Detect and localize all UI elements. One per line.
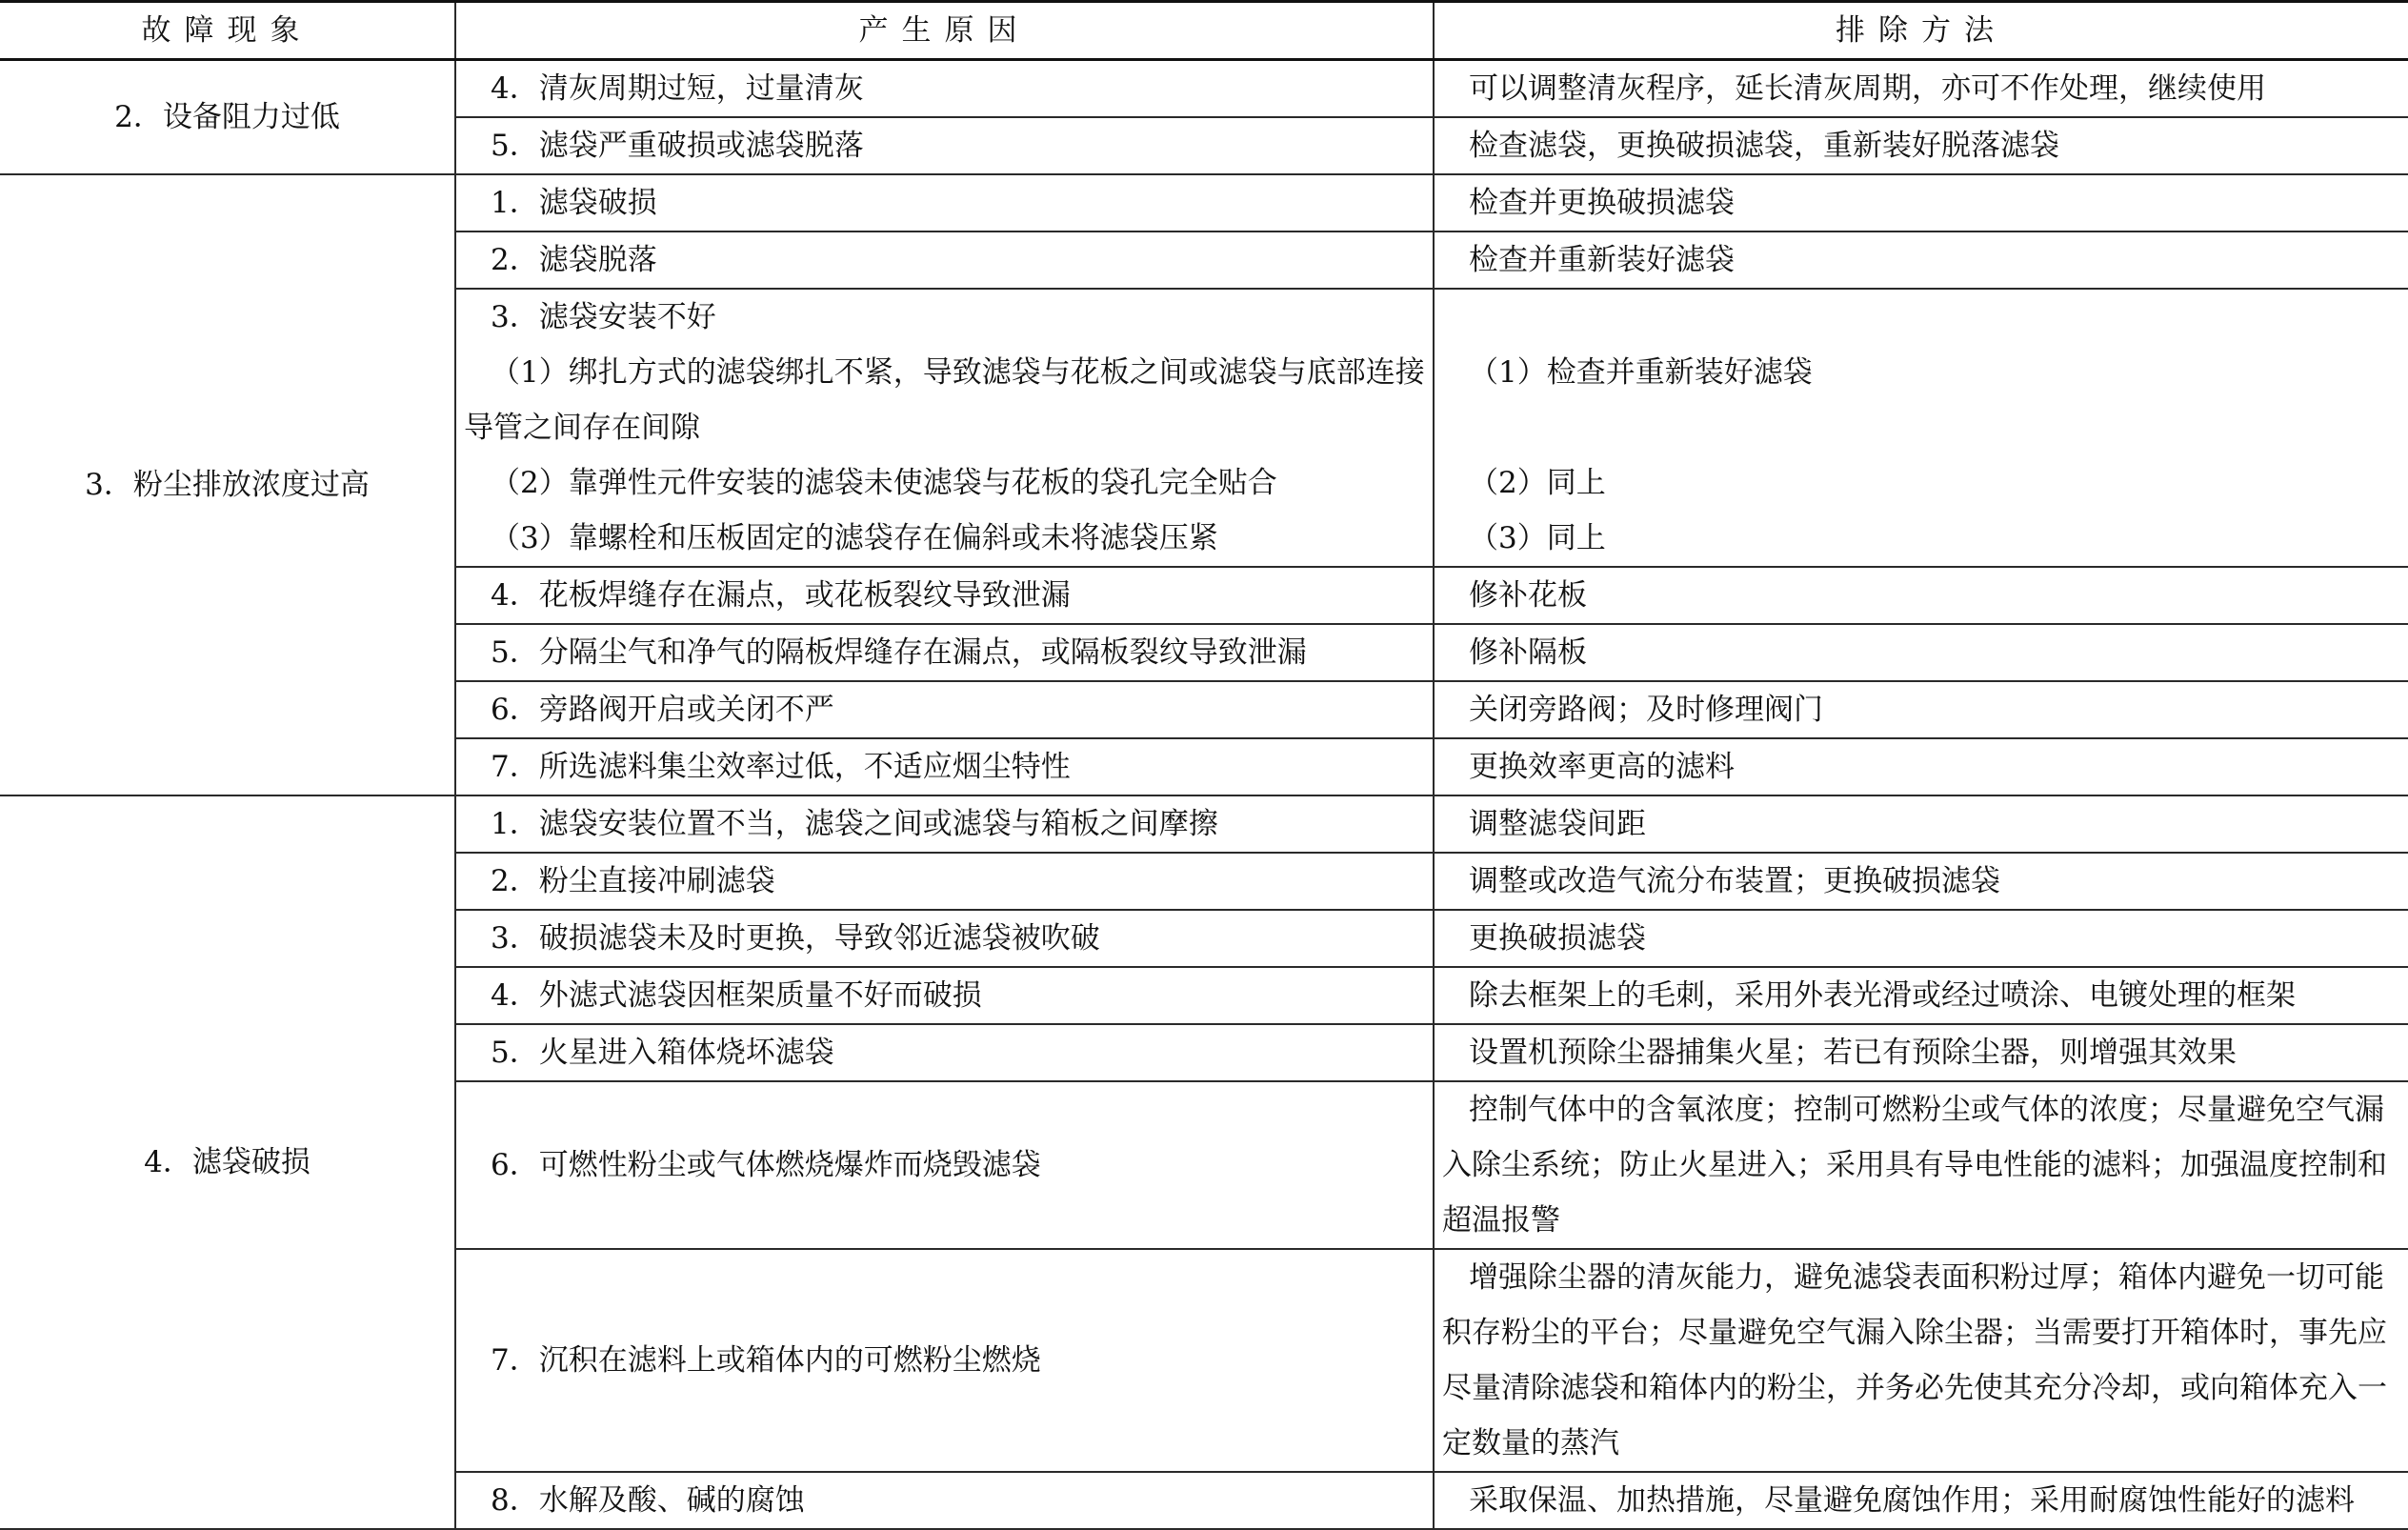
table-row — [0, 795, 2408, 853]
table-row — [0, 174, 2408, 232]
remedy-cell — [1434, 232, 2408, 289]
remedy-cell — [1434, 1024, 2408, 1081]
remedy-line — [1442, 400, 2400, 455]
symptom-cell: 3．粉尘排放浓度过高 — [0, 174, 455, 795]
remedy-line: 检查滤袋，更换破损滤袋，重新装好脱落滤袋 — [1469, 129, 2059, 163]
cause-line: 7．沉积在滤料上或箱体内的可燃粉尘燃烧 — [491, 1343, 1041, 1378]
remedy-cell — [1434, 289, 2408, 567]
cause-line: 4．清灰周期过短，过量清灰 — [491, 71, 864, 106]
remedy-cell — [1434, 967, 2408, 1024]
remedy-line: 调整或改造气流分布装置；更换破损滤袋 — [1469, 864, 2000, 898]
table-row — [0, 60, 2408, 118]
remedy-line — [1442, 290, 2400, 345]
cause-cell — [455, 967, 1434, 1024]
remedy-line: 修补花板 — [1469, 578, 1587, 613]
cause-line: 2．粉尘直接冲刷滤袋 — [491, 864, 775, 898]
cause-cell — [455, 232, 1434, 289]
remedy-line: 采取保温、加热措施，尽量避免腐蚀作用；采用耐腐蚀性能好的滤料 — [1469, 1483, 2355, 1518]
cause-cell — [455, 289, 1434, 567]
cause-line: 3．滤袋安装不好 — [491, 300, 716, 334]
cause-cell — [455, 1472, 1434, 1529]
remedy-line: 定数量的蒸汽 — [1442, 1426, 1619, 1460]
remedy-line: 入除尘系统；防止火星进入；采用具有导电性能的滤料；加强温度控制和 — [1442, 1148, 2387, 1182]
cause-line: 3．破损滤袋未及时更换，导致邻近滤袋被吹破 — [491, 921, 1100, 956]
cause-cell — [455, 853, 1434, 910]
table-body — [0, 60, 2408, 1530]
remedy-line: 检查并更换破损滤袋 — [1469, 186, 1735, 220]
header-row — [0, 2, 2408, 60]
remedy-cell — [1434, 1472, 2408, 1529]
cause-line: 5．滤袋严重破损或滤袋脱落 — [491, 129, 864, 163]
cause-line: 4．花板焊缝存在漏点，或花板裂纹导致泄漏 — [491, 578, 1071, 613]
remedy-cell — [1434, 681, 2408, 738]
cause-line: 5．火星进入箱体烧坏滤袋 — [491, 1036, 834, 1070]
remedy-line: 调整滤袋间距 — [1469, 807, 1646, 841]
remedy-cell — [1434, 910, 2408, 967]
cause-cell — [455, 910, 1434, 967]
remedy-cell — [1434, 1081, 2408, 1249]
remedy-cell — [1434, 1249, 2408, 1472]
cause-line: （3）靠螺栓和压板固定的滤袋存在偏斜或未将滤袋压紧 — [491, 521, 1218, 555]
remedy-cell — [1434, 60, 2408, 118]
remedy-line: （2）同上 — [1469, 466, 1606, 500]
cause-cell — [455, 681, 1434, 738]
cause-line: 6．可燃性粉尘或气体燃烧爆炸而烧毁滤袋 — [491, 1148, 1041, 1182]
cause-cell — [455, 795, 1434, 853]
remedy-cell — [1434, 738, 2408, 795]
cause-cell — [455, 624, 1434, 681]
cause-cell — [455, 1081, 1434, 1249]
cause-cell — [455, 117, 1434, 174]
remedy-line: 可以调整清灰程序，延长清灰周期，亦可不作处理，继续使用 — [1469, 71, 2266, 106]
remedy-line: 关闭旁路阀；及时修理阀门 — [1469, 693, 1823, 727]
cause-line: （2）靠弹性元件安装的滤袋未使滤袋与花板的袋孔完全贴合 — [491, 466, 1277, 500]
header-symptom: 故障现象 — [0, 2, 455, 60]
cause-line: 1．滤袋破损 — [491, 186, 657, 220]
remedy-line: 更换效率更高的滤料 — [1469, 750, 1735, 784]
remedy-line: 尽量清除滤袋和箱体内的粉尘，并务必先使其充分冷却，或向箱体充入一 — [1442, 1371, 2387, 1405]
remedy-cell — [1434, 174, 2408, 232]
remedy-cell — [1434, 117, 2408, 174]
cause-cell — [455, 60, 1434, 118]
cause-line: （1）绑扎方式的滤袋绑扎不紧，导致滤袋与花板之间或滤袋与底部连接 — [491, 355, 1425, 390]
cause-line: 2．滤袋脱落 — [491, 243, 657, 277]
remedy-line: 增强除尘器的清灰能力，避免滤袋表面积粉过厚；箱体内避免一切可能 — [1469, 1260, 2384, 1295]
cause-cell — [455, 1024, 1434, 1081]
cause-cell — [455, 174, 1434, 232]
cause-line: 5．分隔尘气和净气的隔板焊缝存在漏点，或隔板裂纹导致泄漏 — [491, 635, 1307, 670]
remedy-line: （3）同上 — [1469, 521, 1606, 555]
remedy-line: 检查并重新装好滤袋 — [1469, 243, 1735, 277]
remedy-line: 超温报警 — [1442, 1203, 1560, 1238]
remedy-cell — [1434, 853, 2408, 910]
remedy-line: 积存粉尘的平台；尽量避免空气漏入除尘器；当需要打开箱体时，事先应 — [1442, 1316, 2387, 1350]
remedy-cell — [1434, 567, 2408, 624]
remedy-line: 修补隔板 — [1469, 635, 1587, 670]
remedy-line: 更换破损滤袋 — [1469, 921, 1646, 956]
cause-cell — [455, 738, 1434, 795]
symptom-cell: 4．滤袋破损 — [0, 795, 455, 1529]
cause-line: 6．旁路阀开启或关闭不严 — [491, 693, 834, 727]
cause-line: 4．外滤式滤袋因框架质量不好而破损 — [491, 978, 982, 1013]
remedy-cell — [1434, 795, 2408, 853]
cause-line: 7．所选滤料集尘效率过低，不适应烟尘特性 — [491, 750, 1071, 784]
remedy-line: （1）检查并重新装好滤袋 — [1469, 355, 1813, 390]
cause-cell — [455, 1249, 1434, 1472]
symptom-cell: 2．设备阻力过低 — [0, 60, 455, 175]
header-cause: 产生原因 — [455, 2, 1434, 60]
cause-line: 导管之间存在间隙 — [464, 411, 700, 445]
cause-line: 1．滤袋安装位置不当，滤袋之间或滤袋与箱板之间摩擦 — [491, 807, 1218, 841]
remedy-line: 除去框架上的毛刺，采用外表光滑或经过喷涂、电镀处理的框架 — [1469, 978, 2296, 1013]
cause-cell — [455, 567, 1434, 624]
cause-line: 8．水解及酸、碱的腐蚀 — [491, 1483, 805, 1518]
remedy-line: 设置机预除尘器捕集火星；若已有预除尘器，则增强其效果 — [1469, 1036, 2237, 1070]
remedy-cell — [1434, 624, 2408, 681]
remedy-line: 控制气体中的含氧浓度；控制可燃粉尘或气体的浓度；尽量避免空气漏 — [1469, 1093, 2384, 1127]
header-remedy: 排除方法 — [1434, 2, 2408, 60]
